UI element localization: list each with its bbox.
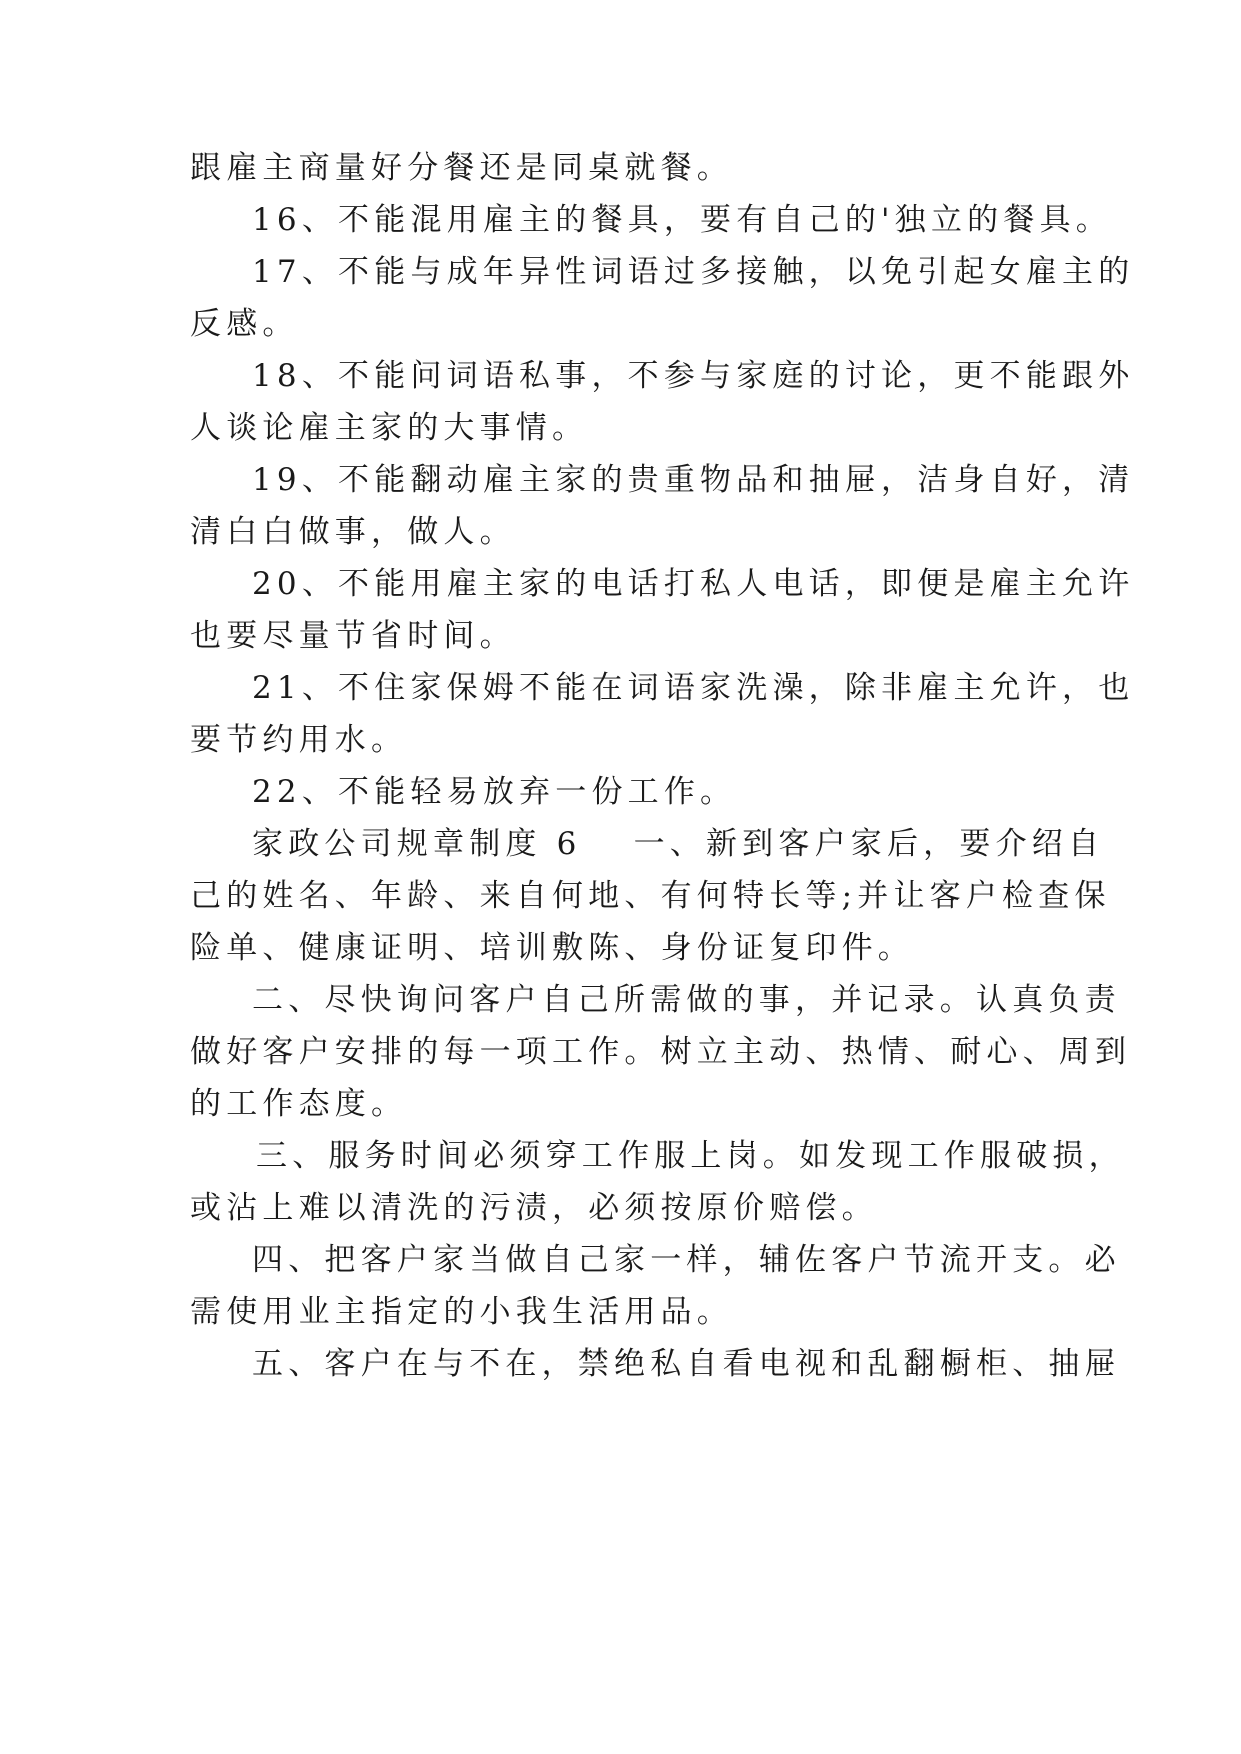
text-line: 做好客户安排的每一项工作。树立主动、热情、耐心、周到 — [190, 1034, 1132, 1070]
text-line: 人谈论雇主家的大事情。 — [190, 410, 589, 446]
text-line: 需使用业主指定的小我生活用品。 — [190, 1294, 733, 1330]
text-line — [252, 824, 1105, 864]
text-line: 21、不住家保姆不能在词语家洗澡，除非雇主允许，也 — [252, 670, 1135, 706]
text-line: 20、不能用雇主家的电话打私人电话，即便是雇主允许 — [252, 566, 1135, 602]
text-line: 的工作态度。 — [190, 1086, 408, 1122]
text-line: 17、不能与成年异性词语过多接触，以免引起女雇主的 — [252, 254, 1135, 290]
text-line: 二、尽快询问客户自己所需做的事，并记录。认真负责 — [252, 982, 1121, 1018]
text-line: 要节约用水。 — [190, 722, 408, 758]
text-line: 16、不能混用雇主的餐具，要有自己的'独立的餐具。 — [252, 202, 1112, 238]
text-line: 也要尽量节省时间。 — [190, 618, 516, 654]
text-line: 反感。 — [190, 306, 299, 342]
text-line: 险单、健康证明、培训敷陈、身份证复印件。 — [190, 930, 914, 966]
section-intro: 一、新到客户家后，要介绍自 — [633, 826, 1105, 862]
text-line: 五、客户在与不在，禁绝私自看电视和乱翻橱柜、抽屉 — [252, 1346, 1121, 1382]
text-line: 三、服务时间必须穿工作服上岗。如发现工作服破损， — [256, 1138, 1125, 1174]
text-line: 己的姓名、年龄、来自何地、有何特长等;并让客户检查保 — [190, 878, 1111, 914]
text-line: 清白白做事，做人。 — [190, 514, 516, 550]
text-line: 19、不能翻动雇主家的贵重物品和抽屉，洁身自好，清 — [252, 462, 1135, 498]
text-line: 18、不能问词语私事，不参与家庭的讨论，更不能跟外 — [252, 358, 1135, 394]
section-heading: 家政公司规章制度 6 — [252, 826, 582, 862]
text-line: 跟雇主商量好分餐还是同桌就餐。 — [190, 150, 733, 186]
text-line: 或沾上难以清洗的污渍，必须按原价赔偿。 — [190, 1190, 878, 1226]
text-line: 四、把客户家当做自己家一样，辅佐客户节流开支。必 — [252, 1242, 1121, 1278]
text-line: 22、不能轻易放弃一份工作。 — [252, 774, 737, 810]
